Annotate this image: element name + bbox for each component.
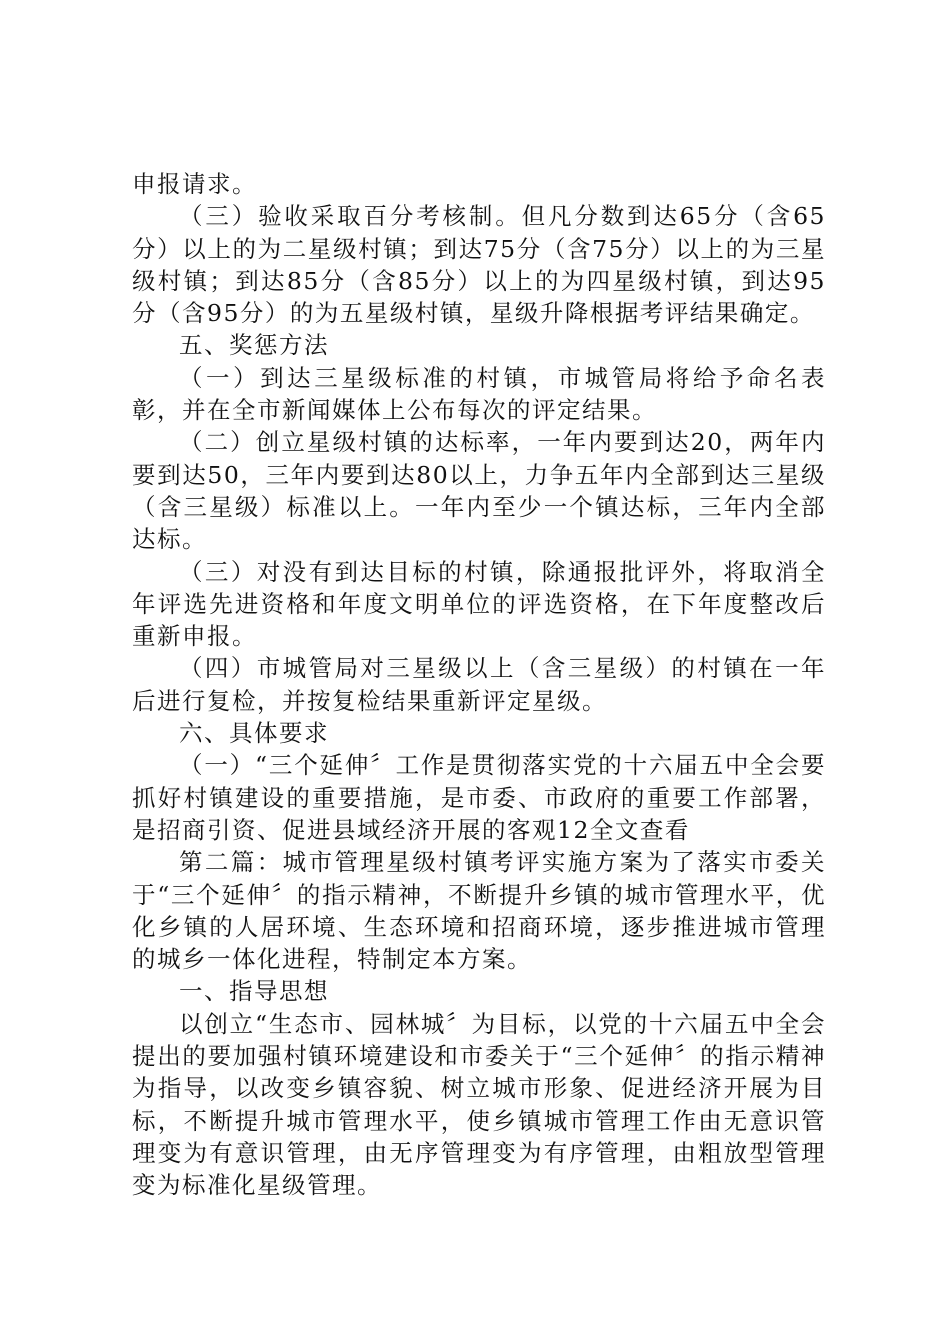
- section-heading-requirements: 六、具体要求: [179, 719, 329, 748]
- section-heading-rewards: 五、奖惩方法: [179, 331, 329, 360]
- document-body: [132, 168, 826, 1202]
- paragraph-reward-1: （一）到达三星级标准的村镇，市城管局将给予命名表彰，并在全市新闻媒体上公布每次的评定结果。: [132, 363, 826, 425]
- paragraph-guiding-ideology: 以创立“生态市、园林城〞为目标，以党的十六届五中全会提出的要加强村镇环境建设和市委关于“三个延伸〞的指示精神为指导，以改变乡镇容貌、树立城市形象、促进经济开展为目标，不断提升城市管理水平，使乡镇城市管理工作由无意识管理变为有意识管理，由无序管理变为有序管理，由粗放型管理变为标准化星级管理。: [132, 1009, 826, 1200]
- paragraph-continuation: 申报请求。: [132, 170, 257, 198]
- paragraph-requirement-1: （一）“三个延伸〞工作是贯彻落实党的十六届五中全会要抓好村镇建设的重要措施，是市委、市政府的重要工作部署，是招商引资、促进县域经济开展的客观12全文查看: [132, 751, 826, 844]
- paragraph-acceptance-scoring: （三）验收采取百分考核制。但凡分数到达65分（含65分）以上的为二星级村镇；到达75分（含75分）以上的为三星级村镇；到达85分（含85分）以上的为四星级村镇，到达95分（含95分）的为五星级村镇，星级升降根据考评结果确定。: [132, 202, 826, 328]
- paragraph-reward-3: （三）对没有到达目标的村镇，除通报批评外，将取消全年评选先进资格和年度文明单位的评选资格，在下年度整改后重新申报。: [132, 557, 826, 651]
- section-heading-guiding-ideology: 一、指导思想: [179, 977, 329, 1006]
- paragraph-reward-2: （二）创立星级村镇的达标率，一年内要到达20，两年内要到达50，三年内要到达80以上，力争五年内全部到达三星级（含三星级）标准以上。一年内至少一个镇达标，三年内全部达标。: [132, 428, 826, 554]
- paragraph-part-two-intro: 第二篇：城市管理星级村镇考评实施方案为了落实市委关于“三个延伸〞的指示精神，不断提升乡镇的城市管理水平，优化乡镇的人居环境、生态环境和招商环境，逐步推进城市管理的城乡一体化进程，特制定本方案。: [132, 848, 826, 974]
- paragraph-reward-4: （四）市城管局对三星级以上（含三星级）的村镇在一年后进行复检，并按复检结果重新评定星级。: [132, 654, 826, 715]
